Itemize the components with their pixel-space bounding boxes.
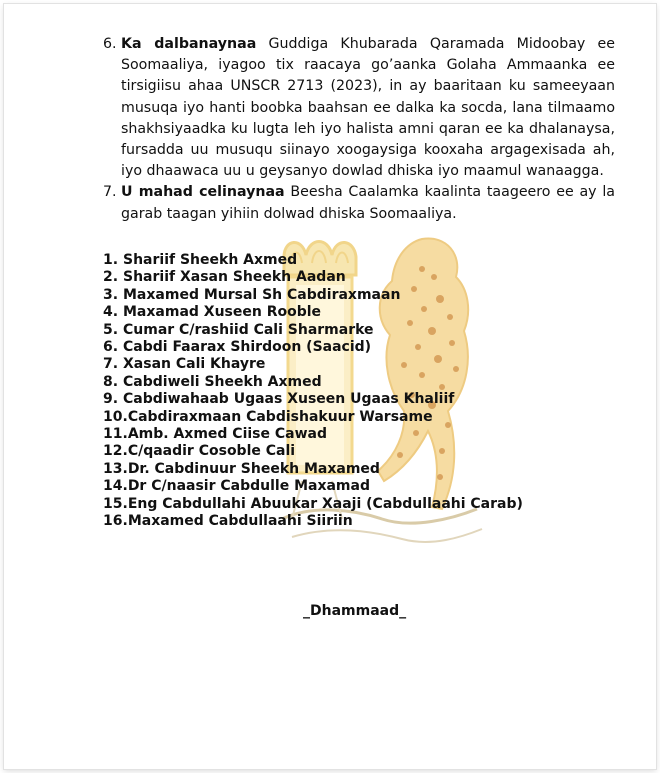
signatory-list [103,252,523,531]
point-item [103,34,615,182]
list-item [103,478,523,495]
list-number: 16. [103,513,128,530]
list-number: 12. [103,443,128,460]
list-number: 9. [103,391,119,408]
document-page [4,4,656,769]
point-number: 6. [103,36,117,52]
signatory-name: C/qaadir Cosoble Cali [127,443,296,460]
point-lead: U mahad celinaynaa [121,184,285,201]
signatory-name: Cabdiweli Sheekh Axmed [123,373,322,390]
list-number: 14. [103,478,128,495]
list-number: 4. [103,304,119,321]
signatory-name: Cumar C/rashiid Cali Sharmarke [123,321,374,338]
list-item [103,287,523,304]
point-item [103,182,615,224]
list-item [103,496,523,513]
point-lead: Ka dalbanaynaa [121,36,257,52]
list-number: 11. [103,426,128,443]
list-number: 5. [103,321,119,338]
list-number: 15. [103,495,128,512]
list-item [103,443,523,460]
signatory-name: Maxamed Mursal Sh Cabdiraxmaan [123,286,401,303]
list-number: 13. [103,460,128,477]
signatory-name: Shariif Xasan Sheekh Aadan [123,269,346,286]
list-number: 3. [103,286,119,303]
list-item [103,356,523,373]
point-number: 7. [103,184,117,201]
closing-text: _Dhammaad_ [303,603,407,619]
list-item [103,409,523,426]
signatory-name: Dr. Cabdinuur Sheekh Maxamed [127,460,380,477]
point-text: Guddiga Khubarada Qaramada Midoobay ee Soomaaliya, iyagoo tix raacaya go’aanka Golaha Ammaanka ee tirsigiisu ahaa UNSCR 2713 (2023), in ay baaritaan ku sameeyaan musuqa iyo hanti boobka baahsan ee dalka ka socda, lana tilmaamo shakhsiyaadka ku lugta leh iyo halista amni qaran ee ka dhalanaysa, fursadda uu musuqu siinayo xoogaysiga kooxaha argagexisada ah, iyo dhaawaca uu u geysanyo dowlad dhiska iyo maamul wanaagga. [121,36,616,180]
list-number: 2. [103,269,119,286]
list-item [103,461,523,478]
list-item [103,426,523,443]
list-number: 6. [103,339,119,356]
list-number: 10. [103,408,128,425]
signatory-name: Shariif Sheekh Axmed [123,252,298,268]
signatory-name: Maxamad Xuseen Rooble [123,304,322,321]
signatory-name: Dr C/naasir Cabdulle Maxamad [127,478,370,495]
signatory-name: Eng Cabdullahi Abuukar Xaaji (Cabdullaahi Carab) [127,495,523,512]
signatory-name: Amb. Axmed Ciise Cawad [127,426,327,443]
signatory-name: Maxamed Cabdullaahi Siiriin [127,513,353,530]
list-item [103,304,523,321]
list-number: 1. [103,252,119,268]
list-item [103,269,523,286]
list-number: 7. [103,356,119,373]
signatory-name: Xasan Cali Khayre [123,356,266,373]
list-item [103,339,523,356]
list-item [103,374,523,391]
signatory-name: Cabdiwahaab Ugaas Xuseen Ugaas Khaliif [123,391,455,408]
signatory-name: Cabdiraxmaan Cabdishakuur Warsame [127,408,433,425]
list-number: 8. [103,373,119,390]
signatory-name: Cabdi Faarax Shirdoon (Saacid) [123,339,372,356]
list-item [103,252,523,269]
list-item [103,322,523,339]
list-item [103,513,523,530]
resolution-points [103,34,615,225]
list-item [103,391,523,408]
point-text: Beesha Caalamka kaalinta taageero ee ay la garab taagan yihiin dolwad dhiska Soomaaliya. [121,184,615,222]
